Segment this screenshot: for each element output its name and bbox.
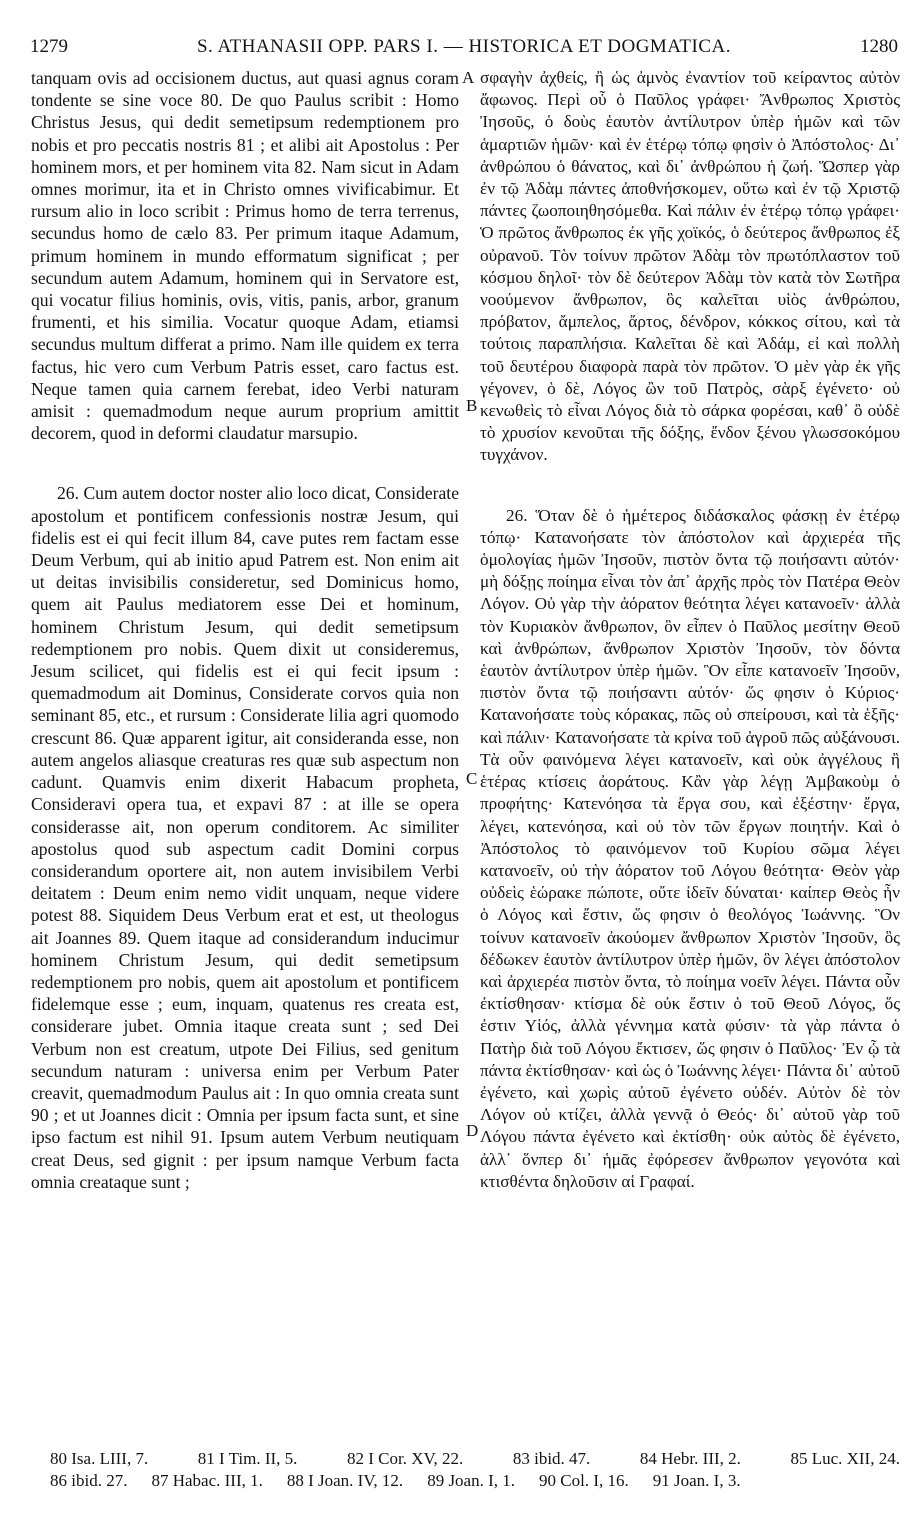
running-title: S. ATHANASII OPP. PARS I. — HISTORICA ET DOGMATICA. bbox=[196, 36, 732, 57]
footnote: 82 I Cor. XV, 22. bbox=[346, 1449, 464, 1468]
page-header bbox=[30, 36, 898, 60]
latin-column bbox=[31, 67, 459, 1193]
footnote: 85 Luc. XII, 24. bbox=[790, 1449, 900, 1468]
margin-marker-c: C bbox=[466, 769, 478, 788]
latin-paragraph-1: tanquam ovis ad occisionem ductus, aut quasi agnus coram tondente se sine voce 80. De quo Paulus scribit : Homo Christus Jesus, qui dedit semetipsum redemptionem pro nobis et pro peccatis nostris 81 ; et alibi ait Apostolus : Per hominem mors, et per hominem vita 82. Nam sicut in Adam omnes morimur, ita et in Christo omnes vivificabimur. Et rursum alio in loco scribit : Primus homo de terra terrenus, secundus homo de cælo 83. Per primum itaque Adamum, primum hominem in mundo efformatum significat ; per secundum autem Adamum, hominem qui in Servatore est, qui vocatur filius hominis, ovis, vitis, panis, arbor, granum frumenti, et his similia. Vocatur quoque Adam, etiamsi secundus multum differat a primo. Nam ille quidem ex terra factus, hic vero cum Verbum Patris esset, caro factus est. Neque tamen quia carnem ferebat, ideo Verbi naturam amisit : quemadmodum neque aurum proprium amittit decorem, quod in deformi claudatur marsupio. bbox=[31, 68, 459, 444]
footnote: 86 ibid. 27. bbox=[50, 1471, 128, 1490]
margin-marker-b: B bbox=[466, 396, 478, 415]
page-number-left: 1279 bbox=[30, 36, 68, 57]
footnote: 88 I Joan. IV, 12. bbox=[286, 1471, 404, 1490]
footnotes bbox=[50, 1448, 900, 1492]
footnote: 80 Isa. LIII, 7. bbox=[50, 1449, 149, 1468]
greek-paragraph-2: 26. Ὅταν δὲ ὁ ἡμέτερος διδάσκαλος φάσκῃ ἐν ἑτέρῳ τόπῳ· Κατανοήσατε τὸν ἀπόστολον καὶ ἀρχιερέα τῆς ὁμολογίας ἡμῶν Ἰησοῦν, πιστὸν ὄντα τῷ ποιήσαντι αὐτόν· μὴ δόξῃς ποίημα εἶναι τὸν ἀπ᾽ ἀρχῆς πρὸς τὸν Πατέρα Θεὸν Λόγον. Οὐ γὰρ τὴν ἀόρατον θεότητα λέγει κατανοεῖν· ἀλλὰ τὸν Κυριακὸν ἄνθρωπον, ὃν εἶπεν ὁ Παῦλος μεσίτην Θεοῦ καὶ ἀνθρώπων, ἄνθρωπον Χριστὸν Ἰησοῦν, τὸν δόντα ἑαυτὸν ἀντίλυτρον ὑπὲρ ἡμῶν. Ὃν εἶπε κατανοεῖν Ἰησοῦν, πιστὸν ὄντα τῷ ποιήσαντι αὐτόν· ὥς φησιν ὁ Κύριος· Κατανοήσατε τοὺς κόρακας, πῶς οὐ σπείρουσι, καὶ τὰ ἑξῆς· καὶ πάλιν· Κατανοήσατε τὰ κρίνα τοῦ ἀγροῦ πῶς αὐξάνουσι. Τὰ οὖν φαινόμενα λέγει κατανοεῖν, καὶ οὐκ ἀγγέλους ἢ ἑτέρας κτίσεις ἀοράτους. Κἂν γὰρ λέγῃ Ἀμβακοὺμ ὁ προφήτης· Κατενόησα τὰ ἔργα σου, καὶ ἐξέστην· ἔργα, λέγει, κατενόησα, καὶ οὐ τὸν τῶν ἔργων ποιητήν. Καὶ ὁ Ἀπόστολος τὸ φαινόμενον τοῦ Κυρίου σῶμα λέγει κατανοεῖν, οὐ τὴν ἀόρατον τοῦ Λόγου θεότητα· Θεὸν γὰρ οὐδεὶς ἑώρακε πώποτε, οὔτε ἰδεῖν δύναται· καίπερ Θεὸς ἦν ὁ Λόγος καὶ ἔστιν, ὥς φησιν ὁ θεολόγος Ἰωάννης. Ὃν τοίνυν κατανοεῖν ἀκούομεν ἄνθρωπον Χριστὸν Ἰησοῦν, ὃς δέδωκεν ἑαυτὸν ἀντίλυτρον ὑπὲρ ἡμῶν, ὃν λέγει ἀπόστολον καὶ ἀρχιερέα πιστὸν ὄντα, τὸ ποίημα νοεῖν λέγει. Πάντα οὖν ἐκτίσθησαν· κτίσμα δὲ οὐκ ἔστιν ὁ τοῦ Θεοῦ Λόγος, ὅς ἐστιν Υἱός, ἀλλὰ γέννημα κατὰ φύσιν· τὰ γὰρ πάντα ὁ Πατὴρ διὰ τοῦ Λόγου ἔκτισεν, ὥς φησιν ὁ Παῦλος· Ἐν ᾧ τὰ πάντα ἐκτίσθησαν· καὶ ὡς ὁ Ἰωάννης λέγει· Πάντα δι᾽ αὐτοῦ ἐγένετο, καὶ χωρὶς αὐτοῦ ἐγένετο οὐδέν. Αὐτὸν δὲ τὸν Λόγον οὐ κτίζει, ἀλλὰ γεννᾷ ὁ Θεός· δι᾽ αὐτοῦ γὰρ τοῦ Λόγου πάντα ἐγένετο καὶ ἐκτίσθη· οὐκ αὐτὸς δὲ ἐγένετο, ἀλλ᾽ ὅνπερ δι᾽ ἡμᾶς ἐφόρεσεν ἄνθρωπον γεγονότα καὶ κτισθέντα δηλοῦσιν αἱ Γραφαί. bbox=[480, 505, 900, 1191]
greek-column bbox=[480, 67, 900, 1193]
footnote: 84 Hebr. III, 2. bbox=[639, 1449, 741, 1468]
footnote-row bbox=[50, 1470, 900, 1492]
footnote: 83 ibid. 47. bbox=[512, 1449, 591, 1468]
footnote: 81 I Tim. II, 5. bbox=[197, 1449, 298, 1468]
margin-marker-a: A bbox=[462, 68, 475, 87]
latin-paragraph-2: 26. Cum autem doctor noster alio loco dicat, Considerate apostolum et pontificem confessionis nostræ Jesum, qui fidelis est ei qui fecit illum 84, cave putes rem factam esse Deum Verbum, qui ab initio apud Patrem est. Non enim ait ut deitas invisibilis consideretur, sed Dominicus homo, quem ait Paulus mediatorem esse Dei et hominum, hominem Christum Jesum, qui dedit semetipsum redemptionem pro nobis. Quem dixit ut consideremus, Jesum scilicet, qui fidelis est ei qui fecit ipsum : quemadmodum ait Dominus, Considerate corvos quia non seminant 85, etc., et rursum : Considerate lilia agri quomodo crescunt 86. Quæ apparent igitur, ait consideranda esse, non autem angelos aliasque creaturas res quæ sub aspectum non cadunt. Quamvis enim dixerit Habacum propheta, Consideravi opera tua, et expavi 87 : at ille se opera considerasse ait, non operum conditorem. Ac similiter apostolus quod sub aspectum cadit Domini corpus considerandum oportere ait, non autem invisibilem Verbi deitatem : Deum enim nemo vidit unquam, neque videre potest 88. Siquidem Deus Verbum erat et est, ut theologus ait Joannes 89. Quem itaque ad considerandum inducimur hominem Christum Jesum, qui dedit semetipsum redemptionem pro nobis, quem ait apostolum et pontificem fidelemque esse ; eum, inquam, quatenus res creata est, considerare jubet. Omnia itaque creata sunt ; sed Dei Verbum non est creatum, utpote Dei Filius, sed genitum secundum naturam : universa enim per Verbum Pater creavit, quemadmodum Paulus ait : In quo omnia creata sunt 90 ; et ut Joannes dicit : Omnia per ipsum facta sunt, et sine ipso factum est nihil 91. Ipsum autem Verbum neutiquam creat Deus, sed gignit : per ipsum namque Verbum facta omnia creataque sunt ; bbox=[31, 483, 459, 1192]
footnote: 89 Joan. I, 1. bbox=[427, 1471, 516, 1490]
footnote-row bbox=[50, 1448, 900, 1470]
footnote: 91 Joan. I, 3. bbox=[652, 1471, 741, 1490]
margin-marker-d: D bbox=[466, 1121, 479, 1140]
page-number-right: 1280 bbox=[860, 36, 898, 57]
greek-paragraph-1: σφαγὴν ἀχθείς, ἢ ὡς ἀμνὸς ἐναντίον τοῦ κείραντος αὐτὸν ἄφωνος. Περὶ οὗ ὁ Παῦλος γράφει· Ἄνθρωπος Χριστὸς Ἰησοῦς, ὁ δοὺς ἑαυτὸν ἀντίλυτρον ὑπὲρ ἡμῶν καὶ τῶν ἁμαρτιῶν ἡμῶν· καὶ ἐν ἑτέρῳ τόπῳ φησὶν ὁ Ἀπόστολος· Δι᾽ ἀνθρώπου ὁ θάνατος, καὶ δι᾽ ἀνθρώπου ἡ ζωή. Ὥσπερ γὰρ ἐν τῷ Ἀδὰμ πάντες ἀποθνήσκομεν, οὕτω καὶ ἐν τῷ Χριστῷ πάντες ζωοποιηθησόμεθα. Καὶ πάλιν ἐν ἑτέρῳ τόπῳ γράφει· Ὁ πρῶτος ἄνθρωπος ἐκ γῆς χοϊκός, ὁ δεύτερος ἄνθρωπος ἐξ οὐρανοῦ. Τὸν τοίνυν πρῶτον Ἀδὰμ τὸν πρωτόπλαστον τοῦ κόσμου δηλοῖ· τὸν δὲ δεύτερον Ἀδὰμ τὸν κατὰ τὸν Σωτῆρα νοούμενον ἄνθρωπον, ὃς καλεῖται υἱὸς ἀνθρώπου, πρόβατον, ἄμπελος, ἄρτος, δένδρον, κόκκος σίτου, καὶ τὰ τούτοις παραπλήσια. Καλεῖται δὲ καὶ Ἀδάμ, εἰ καὶ πολλὴ τοῦ δευτέρου διαφορὰ παρὰ τὸν πρῶτον. Ὁ μὲν γὰρ ἐκ γῆς γέγονεν, ὁ δὲ, Λόγος ὢν τοῦ Πατρὸς, σὰρξ ἐγένετο· οὐ κενωθεὶς τὸ εἶναι Λόγος διὰ τὸ σάρκα φορέσαι, καθ᾽ ὃ οὐδὲ τὸ χρυσίον κενοῦται τῆς δόξης, ἔνδον ξένου γλωσσοκόμου τυγχάνον. bbox=[480, 68, 900, 465]
footnote: 87 Habac. III, 1. bbox=[151, 1471, 263, 1490]
footnote: 90 Col. I, 16. bbox=[539, 1471, 629, 1490]
